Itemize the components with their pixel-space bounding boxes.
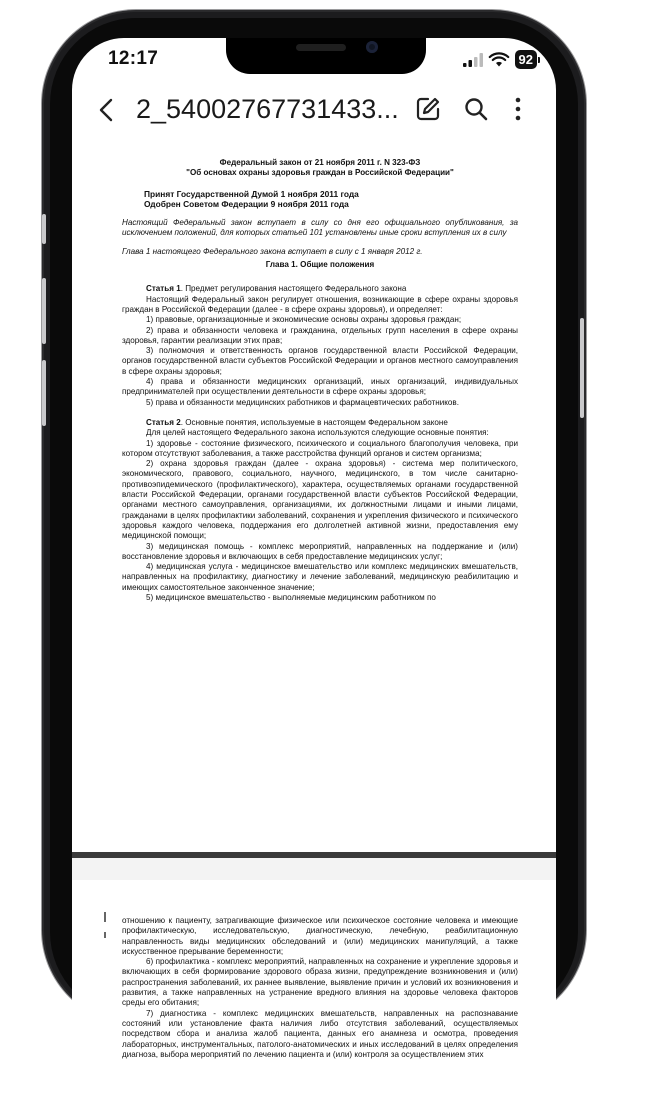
- article-paragraph: 3) полномочия и ответственность органов государственной власти Российской Федерации, органов государственной власти субъектов Российской Федерации и органов местного самоуправления в сфере охраны здоровья;: [122, 346, 518, 376]
- edit-icon[interactable]: [414, 95, 442, 123]
- chapter-heading: Глава 1. Общие положения: [265, 260, 375, 270]
- approval-line: Одобрен Советом Федерации 9 ноября 2011 года: [144, 198, 349, 209]
- article-paragraph: 2) охрана здоровья граждан (далее - охрана здоровья) - система мер политического, экономического, правового, социального, научного, медицинского, в том числе санитарно-противоэпидемического (профилактического), характера, осуществляемых органами государственной власти Российской Федерации, органами государственной власти субъектов Российской Федерации, органами местного самоуправления, организациями, их должностными лицами и иными лицами, гражданами в целях профилактики заболеваний, сохранения и укрепления физического и психического здоровья каждого человека, поддержания его долголетней активной жизни, предоставления ему медицинской помощи;: [122, 459, 518, 541]
- article-paragraph: 4) права и обязанности медицинских организаций, иных организаций, индивидуальных предпринимателей при осуществлении деятельности в сфере охраны здоровья;: [122, 377, 518, 397]
- article-paragraph: 1) здоровье - состояние физического, психического и социального благополучия человека, при котором отсутствуют заболевания, а также расстройства функций органов и систем организма;: [122, 438, 518, 458]
- document-page-1: [122, 158, 518, 603]
- effective-date-note: Настоящий Федеральный закон вступает в силу со дня его официального опубликования, за исключением положений, для которых статьей 101 установлены иные сроки вступления их в силу: [122, 218, 518, 238]
- viewer-toolbar: [72, 86, 556, 134]
- article-paragraph: 5) права и обязанности медицинских работников и фармацевтических работников.: [146, 397, 459, 407]
- document-page-2: [122, 916, 518, 1060]
- wifi-icon: [489, 53, 509, 67]
- article-paragraph: 4) медицинская услуга - медицинское вмешательство или комплекс медицинских вмешательств, направленных на профилактику, диагностику и лечение заболеваний, медицинскую реабилитацию и имеющих самостоятельное законченное значение;: [122, 562, 518, 592]
- article-1-heading: [122, 284, 518, 294]
- volume-down-button: [42, 360, 46, 426]
- volume-up-button: [42, 278, 46, 344]
- adoption-line: Принят Государственной Думой 1 ноября 2011 года: [144, 188, 359, 199]
- search-icon[interactable]: [462, 95, 490, 123]
- document-title: 2_54002767731433...: [136, 94, 399, 124]
- chevron-left-icon[interactable]: [94, 96, 120, 124]
- more-vertical-icon[interactable]: [504, 95, 532, 123]
- article-paragraph: 6) профилактика - комплекс мероприятий, направленных на сохранение и укрепление здоровья и включающих в себя формирование здорового образа жизни, предупреждение возникновения и (или) распространения заболеваний, их раннее выявление, выявление причин и условий их возникновения и развития, а также направленных на устранение вредного влияния на здоровье человека факторов среды его обитания;: [122, 957, 518, 1008]
- dynamic-island: [226, 38, 426, 74]
- status-time: 12:17: [108, 48, 159, 69]
- article-paragraph: 1) правовые, организационные и экономические основы охраны здоровья граждан;: [146, 315, 462, 325]
- status-indicators: [463, 50, 540, 69]
- article-paragraph: 3) медицинская помощь - комплекс мероприятий, направленных на поддержание и (или) восстановление здоровья и включающих в себя предоставление медицинских услуг;: [122, 541, 518, 561]
- law-subtitle: "Об основах охраны здоровья граждан в Российской Федерации": [186, 168, 454, 178]
- battery-level: 92: [515, 50, 537, 69]
- article-1-label: Статья 1: [146, 284, 181, 294]
- document-viewport[interactable]: [72, 142, 556, 1059]
- article-2-title: . Основные понятия, используемые в настоящем Федеральном законе: [180, 417, 448, 427]
- front-camera: [366, 41, 378, 53]
- article-paragraph: 2) права и обязанности человека и гражданина, отдельных групп населения в сфере охраны здоровья, гарантии реализации этих прав;: [122, 325, 518, 345]
- speaker-grille: [296, 44, 346, 51]
- article-paragraph: 7) диагностика - комплекс медицинских вмешательств, направленных на распознавание состояний или установление факта наличия либо отсутствия заболеваний, осуществляемых посредством сбора и анализа жалоб пациента, данных его анамнеза и осмотра, проведения лабораторных, инструментальных, патолого-анатомических и иных исследований в целях определения диагноза, выбора мероприятий по лечению пациента и (или) контроля за осуществлением этих: [122, 1008, 518, 1059]
- scan-mark: [104, 912, 106, 922]
- article-paragraph: 5) медицинское вмешательство - выполняемые медицинским работником по: [146, 592, 436, 602]
- cellular-signal-icon: [463, 53, 483, 67]
- article-paragraph: Для целей настоящего Федерального закона используются следующие основные понятия:: [146, 428, 489, 438]
- power-button: [580, 318, 584, 418]
- article-paragraph: отношению к пациенту, затрагивающие физическое или психическое состояние человека и имеющие профилактическую, исследовательскую, диагностическую, лечебную, реабилитационную направленность виды медицинских обследований и (или) медицинских манипуляций, а также искусственное прерывание беременности;: [122, 916, 518, 956]
- article-2-heading: [122, 418, 518, 428]
- phone-screen: [72, 38, 556, 1059]
- mute-switch: [42, 214, 46, 244]
- article-1-title: . Предмет регулирования настоящего Федерального закона: [180, 284, 407, 294]
- scan-mark: [104, 932, 106, 938]
- battery-cap: [538, 57, 540, 63]
- article-2-label: Статья 2: [146, 417, 181, 427]
- chapter-effective-note: Глава 1 настоящего Федерального закона вступает в силу с 1 января 2012 г.: [122, 246, 423, 256]
- law-title: Федеральный закон от 21 ноября 2011 г. N 323-ФЗ: [219, 158, 421, 167]
- article-paragraph: Настоящий Федеральный закон регулирует отношения, возникающие в сфере охраны здоровья граждан в Российской Федерации (далее - в сфере охраны здоровья), и определяет:: [122, 294, 518, 314]
